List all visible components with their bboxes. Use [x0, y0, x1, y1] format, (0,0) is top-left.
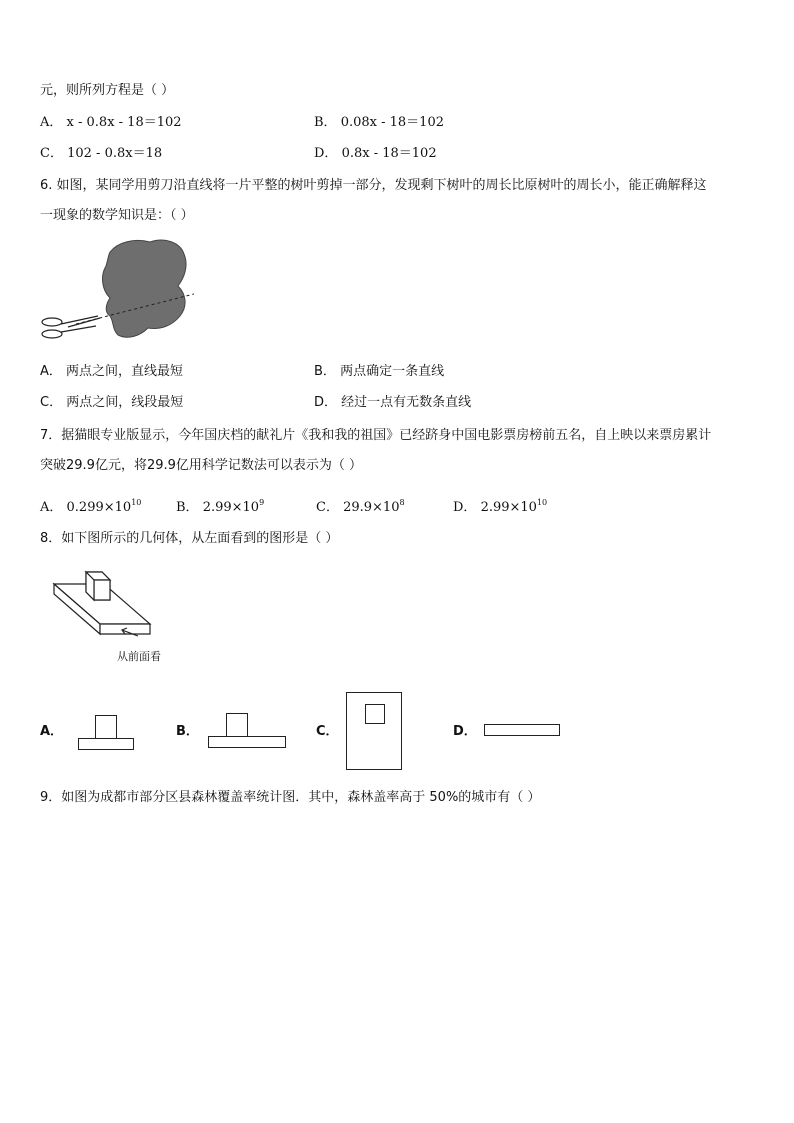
- option-letter: C．: [316, 500, 339, 515]
- q8-stem: 8．如下图所示的几何体，从左面看到的图形是（ ）: [40, 531, 339, 546]
- q5-option-b: [314, 114, 444, 132]
- option-letter: C．: [40, 395, 63, 410]
- option-base: 2.99×10: [480, 500, 537, 515]
- option-exponent: 8: [399, 498, 405, 507]
- q7-option-b: [176, 494, 264, 517]
- option-text: x - 0.8x - 18＝102: [66, 115, 182, 130]
- scissors-icon: [42, 316, 100, 338]
- option-text: 两点之间，线段最短: [66, 395, 184, 410]
- cube-shape: [86, 572, 110, 600]
- q8-option-a-figure: [78, 715, 134, 751]
- q8-option-c-figure: [346, 692, 402, 770]
- option-base: 2.99×10: [202, 500, 260, 515]
- q6-option-b: [314, 363, 444, 381]
- q9-stem: 9．如图为成都市部分区县森林覆盖率统计图．其中，森林盖率高于 50%的城市有（ ）: [40, 790, 541, 805]
- q5-stem-tail: 元，则所列方程是（ ）: [40, 83, 175, 98]
- option-text: 0.08x - 18＝102: [340, 115, 444, 130]
- q6-option-c: [40, 394, 183, 412]
- option-letter: D．: [453, 500, 477, 515]
- q7-option-c: [316, 494, 405, 517]
- option-exponent: 9: [259, 498, 265, 507]
- q8-option-c-letter: C．: [316, 724, 339, 739]
- option-text: 两点之间，直线最短: [66, 364, 184, 379]
- q6-stem-line1: 6. 如图，某同学用剪刀沿直线将一片平整的树叶剪掉一部分，发现剩下树叶的周长比原树叶的周长小，能正确解释这: [40, 178, 707, 193]
- option-base: 29.9×10: [343, 500, 400, 515]
- q6-option-d: [314, 394, 471, 412]
- q8-option-d-figure: [484, 724, 560, 738]
- q5-option-c: [40, 145, 162, 163]
- q6-option-a: [40, 363, 183, 381]
- q5-option-d: [314, 145, 437, 163]
- option-letter: B．: [176, 500, 199, 515]
- q8-option-a-letter: A．: [40, 724, 64, 739]
- option-base: 0.299×10: [66, 500, 132, 515]
- option-exponent: 10: [536, 498, 548, 507]
- option-c-inner-square: [365, 704, 385, 724]
- figure-caption: 从前面看: [117, 650, 161, 663]
- option-letter: B．: [314, 364, 336, 379]
- leaf-scissors-figure: [38, 236, 198, 348]
- option-letter: D．: [314, 395, 338, 410]
- option-text: 0.8x - 18＝102: [341, 146, 437, 161]
- q6-stem-line2: 一现象的数学知识是：（ ）: [40, 208, 194, 223]
- leaf-shape: [103, 240, 187, 337]
- option-text: 102 - 0.8x＝18: [67, 146, 163, 161]
- option-exponent: 10: [131, 498, 142, 507]
- q7-option-d: [453, 494, 547, 517]
- q8-option-d-letter: D．: [453, 724, 477, 739]
- q7-stem-line1: 7．据猫眼专业版显示，今年国庆档的献礼片《我和我的祖国》已经跻身中国电影票房榜前五名，自上映以来票房累计: [40, 428, 712, 443]
- q8-option-b-figure: [208, 713, 286, 749]
- option-a-base-rect: [78, 738, 134, 750]
- q7-stem-line2: 突破29.9亿元，将29.9亿用科学记数法可以表示为（ ）: [40, 458, 363, 473]
- option-a-top-square: [95, 715, 117, 739]
- q7-option-a: [40, 494, 141, 517]
- q8-option-b-letter: B．: [176, 724, 199, 739]
- option-letter: B．: [314, 115, 337, 130]
- option-d-flat-rect: [484, 724, 560, 736]
- option-letter: A．: [40, 500, 63, 515]
- option-letter: A．: [40, 115, 63, 130]
- q5-option-a: [40, 114, 182, 132]
- solid-figure: [50, 562, 160, 642]
- option-b-top-square: [226, 713, 248, 737]
- option-letter: C．: [40, 146, 63, 161]
- option-letter: D．: [314, 146, 338, 161]
- option-text: 两点确定一条直线: [340, 364, 445, 379]
- option-text: 经过一点有无数条直线: [341, 395, 472, 410]
- option-b-base-rect: [208, 736, 286, 748]
- option-letter: A．: [40, 364, 62, 379]
